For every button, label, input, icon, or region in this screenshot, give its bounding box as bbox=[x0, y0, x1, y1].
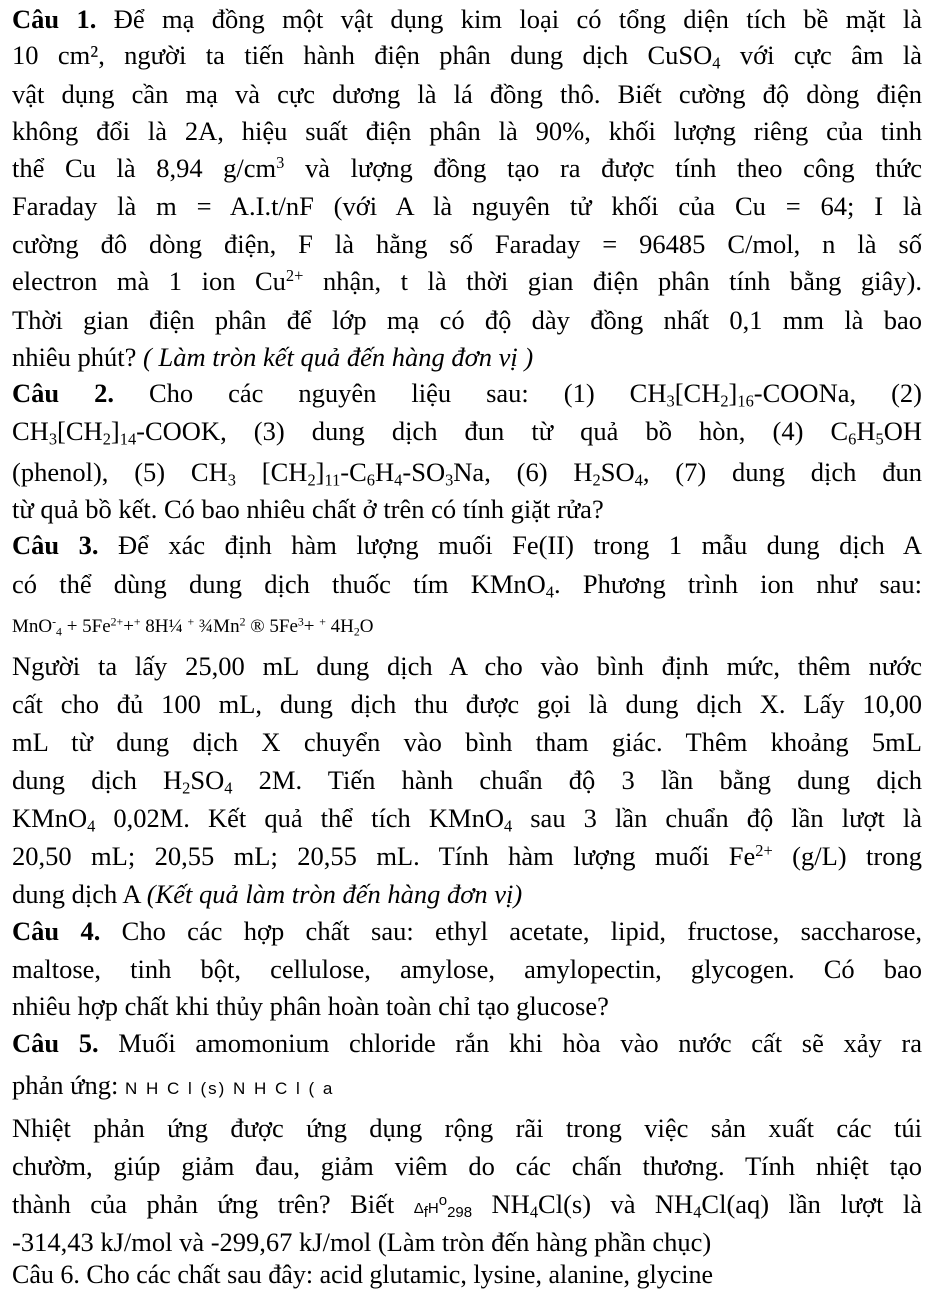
subscript: 3 bbox=[227, 470, 236, 490]
q3-text: sau 3 lần chuẩn độ lần lượt là bbox=[512, 803, 922, 833]
subscript: 5 bbox=[875, 429, 884, 449]
subscript: 11 bbox=[324, 470, 341, 490]
subscript: 2 bbox=[102, 429, 111, 449]
q1-text: , người ta tiến hành điện phân dung dịch CuSO bbox=[98, 40, 713, 70]
q5-label: Câu 5. bbox=[12, 1028, 99, 1058]
q2-text: , (7) dung dịch đun bbox=[642, 457, 922, 487]
q2-line-2 bbox=[12, 416, 922, 449]
subscript: 4 bbox=[503, 816, 513, 836]
q5-text: NH bbox=[472, 1189, 530, 1219]
q2-text: [CH bbox=[57, 416, 103, 446]
q5-enthalpy-symbol: Δ bbox=[413, 1200, 424, 1217]
q3-line-8 bbox=[12, 803, 922, 836]
q2-text: -COOK, (3) dung dịch đun từ quả bồ hòn, (4) C bbox=[136, 416, 849, 446]
subscript: 16 bbox=[737, 391, 754, 411]
eq-part: O bbox=[359, 616, 374, 637]
superscript: 3 bbox=[297, 615, 304, 629]
q1-label: Câu 1. bbox=[12, 4, 97, 34]
subscript: 4 bbox=[545, 582, 554, 602]
q3-line-9 bbox=[12, 840, 922, 871]
q3-text: . Phương trình ion như sau: bbox=[554, 569, 922, 599]
q5-text: phản ứng: bbox=[12, 1070, 125, 1100]
superscript: - bbox=[52, 615, 57, 629]
q4-text: Cho các hợp chất sau: ethyl acetate, lipid, fructose, saccharose, bbox=[100, 916, 922, 946]
superscript: 2+ bbox=[110, 615, 124, 629]
q5-enthalpy-symbol: H bbox=[427, 1200, 439, 1217]
q2-line-4: từ quả bồ kết. Có bao nhiêu chất ở trên có tính giặt rửa? bbox=[12, 494, 604, 524]
superscript: + bbox=[133, 615, 141, 629]
subscript: 4 bbox=[634, 470, 643, 490]
subscript: 2 bbox=[307, 470, 316, 490]
q3-text: (g/L) trong bbox=[772, 841, 922, 871]
superscript: 2 bbox=[239, 615, 246, 629]
q4-label: Câu 4. bbox=[12, 916, 101, 946]
q3-line-5: cất cho đủ 100 mL, dung dịch thu được gọi là dung dịch X. Lấy 10,00 bbox=[12, 689, 922, 719]
subscript: 4 bbox=[693, 1202, 702, 1222]
q1-line-7: cường đô dòng điện, F là hằng số Faraday = 96485 C/mol, n là số bbox=[12, 229, 922, 259]
subscript: 4 bbox=[712, 53, 721, 73]
cut-off-line bbox=[12, 1260, 922, 1289]
q1-text: nhiêu phút? bbox=[12, 342, 143, 372]
subscript: 4 bbox=[87, 816, 96, 836]
q5-line-4: chườm, giúp giảm đau, giảm viêm do các chấn thương. Tính nhiệt tạo bbox=[12, 1151, 922, 1181]
eq-part: ¼ bbox=[168, 616, 183, 637]
q1-line-1 bbox=[12, 6, 922, 33]
q3-line-2 bbox=[12, 569, 922, 602]
q2-label: Câu 2. bbox=[12, 378, 114, 408]
eq-part: + bbox=[303, 616, 315, 637]
q1-line-6: Faraday là m = A.I.t/nF (với A là nguyên tử khối của Cu = 64; I là bbox=[12, 191, 922, 221]
q3-note: (Kết quả làm tròn đến hàng đơn vị) bbox=[146, 879, 523, 909]
q3-text: KMnO bbox=[12, 803, 88, 833]
q1-note: ( Làm tròn kết quả đến hàng đơn vị ) bbox=[143, 342, 534, 372]
q3-text: 0,02M. Kết quả thể tích KMnO bbox=[95, 803, 504, 833]
q2-text: ] bbox=[728, 378, 738, 408]
q3-line-6: mL từ dung dịch X chuyển vào bình tham giác. Thêm khoảng 5mL bbox=[12, 727, 922, 757]
q5-line-2 bbox=[12, 1072, 922, 1099]
q3-line-4: Người ta lấy 25,00 mL dung dịch A cho vào bình định mức, thêm nước bbox=[12, 651, 922, 681]
q4-line-2: maltose, tinh bột, cellulose, amylose, amylopectin, glycogen. Có bao bbox=[12, 954, 922, 984]
q1-line-10 bbox=[12, 344, 922, 371]
subscript: 14 bbox=[119, 429, 137, 449]
eq-arrow: ® bbox=[245, 616, 270, 637]
eq-part: MnO bbox=[12, 616, 53, 637]
q2-text: -COONa, (2) bbox=[753, 378, 922, 408]
q2-text: OH bbox=[883, 416, 922, 446]
cut-off-text: Câu 6. Cho các chất sau đây: acid glutamic, lysine, alanine, glycine bbox=[12, 1260, 714, 1289]
subscript: 2 bbox=[182, 778, 191, 798]
q4-line-3: nhiêu hợp chất khi thủy phân hoàn toàn chỉ tạo glucose? bbox=[12, 991, 609, 1021]
q5-line-1 bbox=[12, 1030, 922, 1057]
q5-text: Cl(aq) lần lượt là bbox=[701, 1189, 922, 1219]
q1-text: nhận, t là thời gian điện phân tính bằng giây). bbox=[303, 266, 923, 296]
superscript: + bbox=[187, 615, 195, 629]
q5-text: Muối amomonium chloride rắn khi hòa vào nước cất sẽ xảy ra bbox=[98, 1028, 922, 1058]
q2-text: CH bbox=[12, 416, 49, 446]
q1-line-3: vật dụng cần mạ và cực dương là lá đồng thô. Biết cường độ dòng điện bbox=[12, 79, 922, 109]
q2-text: H bbox=[375, 457, 395, 487]
q1-line-8 bbox=[12, 265, 923, 296]
q4-line-1 bbox=[12, 918, 922, 945]
q1-area: 10 cm² bbox=[12, 40, 99, 70]
subscript: 2 bbox=[353, 625, 360, 639]
q5-line-5 bbox=[12, 1189, 922, 1222]
q2-text: Cho các nguyên liệu sau: (1) CH bbox=[113, 378, 667, 408]
q2-text: H bbox=[856, 416, 876, 446]
subscript: 3 bbox=[666, 391, 675, 411]
q1-line-2 bbox=[12, 40, 922, 73]
q5-reaction-equation: N H C l (s) N H C l ( a bbox=[125, 1079, 335, 1098]
q5-line-3: Nhiệt phản ứng được ứng dụng rộng rãi trong việc sản xuất các túi bbox=[12, 1113, 922, 1143]
q1-line-4: không đổi là 2A, hiệu suất điện phân là 90%, khối lượng riêng của tinh bbox=[12, 116, 922, 146]
q2-text: SO bbox=[600, 457, 635, 487]
subscript: 4 bbox=[529, 1202, 539, 1222]
q3-ion-equation bbox=[12, 615, 922, 639]
q1-text: thể Cu là 8,94 g/cm bbox=[12, 153, 277, 183]
q2-text: ] bbox=[110, 416, 120, 446]
q3-text: 20,50 mL; 20,55 mL; 20,55 mL. Tính hàm lượng muối Fe bbox=[12, 841, 756, 871]
subscript: 4 bbox=[394, 470, 403, 490]
q2-text: ] bbox=[315, 457, 325, 487]
q1-text: với cực âm là bbox=[720, 40, 922, 70]
q3-text: 2M. Tiến hành chuẩn độ 3 lần bằng dung dịch bbox=[232, 765, 922, 795]
superscript: 3 bbox=[276, 152, 285, 172]
q3-text: dung dịch H bbox=[12, 765, 183, 795]
q2-line-3 bbox=[12, 457, 922, 490]
superscript: + bbox=[319, 615, 326, 629]
subscript: 2 bbox=[592, 470, 601, 490]
eq-part: ¾Mn bbox=[194, 616, 240, 637]
q3-text: có thể dùng dung dịch thuốc tím KMnO bbox=[12, 569, 546, 599]
eq-part: 5Fe bbox=[269, 616, 298, 637]
q5-text: Cl(s) và NH bbox=[538, 1189, 694, 1219]
q3-text: Để xác định hàm lượng muối Fe(II) trong 1 mẫu dung dịch A bbox=[98, 530, 922, 560]
q3-label: Câu 3. bbox=[12, 530, 99, 560]
q3-line-10 bbox=[12, 881, 922, 908]
subscript: 4 bbox=[56, 625, 62, 639]
eq-part: + bbox=[123, 616, 134, 637]
q3-text: dung dịch A bbox=[12, 879, 147, 909]
q1-text: Để mạ đồng một vật dụng kim loại có tổng diện tích bề mặt là bbox=[96, 4, 922, 34]
eq-part: + 5Fe bbox=[61, 616, 111, 637]
q5-line-6: -314,43 kJ/mol và -299,67 kJ/mol (Làm tròn đến hàng phần chục) bbox=[12, 1227, 712, 1257]
eq-part: 4H bbox=[325, 616, 354, 637]
subscript: 2 bbox=[720, 391, 729, 411]
superscript: 2+ bbox=[285, 265, 304, 285]
subscript: 298 bbox=[447, 1204, 473, 1222]
q2-text: [CH bbox=[674, 378, 721, 408]
q2-text: [CH bbox=[235, 457, 308, 487]
subscript: 3 bbox=[48, 429, 58, 449]
subscript: 3 bbox=[445, 470, 454, 490]
q3-text: SO bbox=[190, 765, 225, 795]
q1-line-5 bbox=[12, 152, 922, 183]
subscript: 4 bbox=[224, 778, 233, 798]
q3-line-7 bbox=[12, 765, 922, 798]
q2-text: -C bbox=[340, 457, 367, 487]
q5-text: thành của phản ứng trên? Biết bbox=[12, 1189, 414, 1219]
subscript: 6 bbox=[848, 429, 857, 449]
q2-line-1 bbox=[12, 378, 922, 411]
q2-text: Na, (6) H bbox=[453, 457, 593, 487]
subscript: f bbox=[423, 1204, 428, 1222]
q1-line-9: Thời gian điện phân để lớp mạ có độ dày đồng nhất 0,1 mm là bao bbox=[12, 305, 922, 335]
q1-text: và lượng đồng tạo ra được tính theo công thức bbox=[284, 153, 922, 183]
subscript: 6 bbox=[366, 470, 376, 490]
q1-text: electron mà 1 ion Cu bbox=[12, 266, 286, 296]
q2-text: (phenol), (5) CH bbox=[12, 457, 228, 487]
q3-line-1 bbox=[12, 532, 922, 559]
superscript: o bbox=[438, 1191, 448, 1209]
eq-part: 8H bbox=[140, 616, 169, 637]
superscript: 2+ bbox=[755, 840, 773, 860]
q2-text: -SO bbox=[402, 457, 446, 487]
